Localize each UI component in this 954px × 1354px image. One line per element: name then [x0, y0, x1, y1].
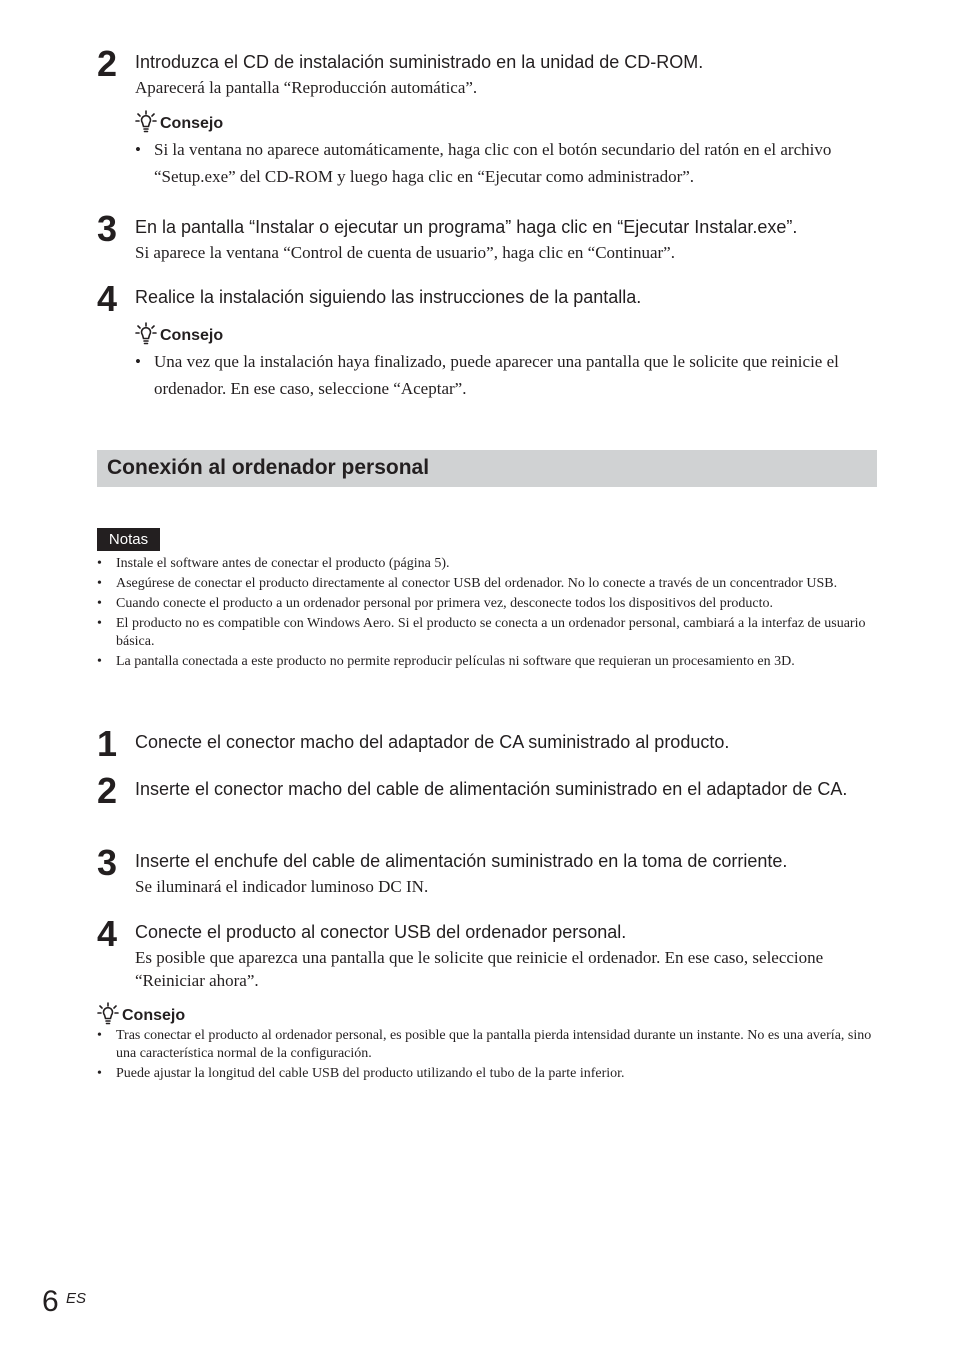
step-instruction: Introduzca el CD de instalación suministrado en la unidad de CD-ROM.: [135, 52, 704, 72]
step-instruction: Inserte el conector macho del cable de alimentación suministrado en el adaptador de CA.: [135, 779, 848, 799]
step-3-bottom: [97, 842, 877, 898]
lightbulb-icon: [135, 322, 157, 346]
lightbulb-icon: [97, 1002, 119, 1026]
page-language: ES: [66, 1290, 87, 1307]
step-note: Aparecerá la pantalla “Reproducción automática”.: [135, 78, 478, 97]
list-item: • El producto no es compatible con Windows Aero. Si el producto se conecta a un ordenador personal, cambiará a la interfaz de usuario básica.: [97, 615, 875, 651]
list-item: • Asegúrese de conectar el producto directamente al conector USB del ordenador. No lo conecte a través de un concentrador USB.: [97, 575, 875, 593]
step-2-bottom: [97, 770, 877, 811]
step-2-top: [97, 43, 877, 99]
step-instruction: Conecte el conector macho del adaptador de CA suministrado al producto.: [135, 732, 730, 752]
list-item: • Puede ajustar la longitud del cable USB del producto utilizando el tubo de la parte inferior.: [97, 1065, 875, 1083]
list-item: • Cuando conecte el producto a un ordenador personal por primera vez, desconecte todos los dispositivos del producto.: [97, 595, 875, 613]
section-title: Conexión al ordenador personal: [107, 456, 430, 479]
tip-list: [97, 1027, 875, 1085]
tip-label: Consejo: [122, 1007, 186, 1024]
step-4-bottom: [97, 913, 877, 992]
list-item: • La pantalla conectada a este producto no permite reproducir películas ni software que requieran un procesamiento en 3D.: [97, 653, 875, 671]
list-item: • Una vez que la instalación haya finalizado, puede aparecer una pantalla que le solicite que reinicie el ordenador. En ese caso, seleccione “Aceptar”.: [135, 348, 877, 402]
step-note: Si aparece la ventana “Control de cuenta de usuario”, haga clic en “Continuar”.: [135, 243, 675, 262]
tip-list: [135, 136, 877, 190]
tip-label: Consejo: [160, 327, 224, 344]
step-instruction: Inserte el enchufe del cable de alimentación suministrado en la toma de corriente.: [135, 851, 788, 871]
notes-list: [97, 555, 875, 673]
step-number: 2: [97, 770, 118, 811]
section-header: [97, 450, 877, 487]
step-number: 4: [97, 913, 118, 954]
list-item: • Tras conectar el producto al ordenador personal, es posible que la pantalla pierda intensidad durante un instante. No es una avería, sino una característica normal de la configuración.: [97, 1027, 875, 1063]
tip-heading: [97, 1002, 185, 1026]
step-number: 4: [97, 278, 118, 319]
step-note: Se iluminará el indicador luminoso DC IN.: [135, 877, 429, 896]
tip-heading: [135, 110, 223, 134]
list-item: • Si la ventana no aparece automáticamente, haga clic con el botón secundario del ratón en el archivo “Setup.exe” del CD-ROM y luego haga clic en “Ejecutar como administrador”.: [135, 136, 877, 190]
step-4-top: [97, 278, 877, 319]
tip-heading: [135, 322, 223, 346]
tip-label: Consejo: [160, 115, 224, 132]
tip-list: [135, 348, 877, 402]
step-instruction: Realice la instalación siguiendo las instrucciones de la pantalla.: [135, 287, 642, 307]
step-3-top: [97, 208, 877, 264]
step-1-bottom: [97, 723, 877, 764]
page-number: 6: [42, 1285, 59, 1318]
step-number: 3: [97, 208, 118, 249]
lightbulb-icon: [135, 110, 157, 134]
step-number: 3: [97, 842, 118, 883]
notes-badge: Notas: [97, 528, 160, 551]
step-number: 2: [97, 43, 118, 84]
step-instruction: Conecte el producto al conector USB del ordenador personal.: [135, 922, 627, 942]
step-instruction: En la pantalla “Instalar o ejecutar un programa” haga clic en “Ejecutar Instalar.exe”.: [135, 217, 798, 237]
list-item: • Instale el software antes de conectar el producto (página 5).: [97, 555, 875, 573]
step-note: Es posible que aparezca una pantalla que le solicite que reinicie el ordenador. En ese caso, seleccione “Reiniciar ahora”.: [135, 948, 824, 990]
step-number: 1: [97, 723, 118, 764]
